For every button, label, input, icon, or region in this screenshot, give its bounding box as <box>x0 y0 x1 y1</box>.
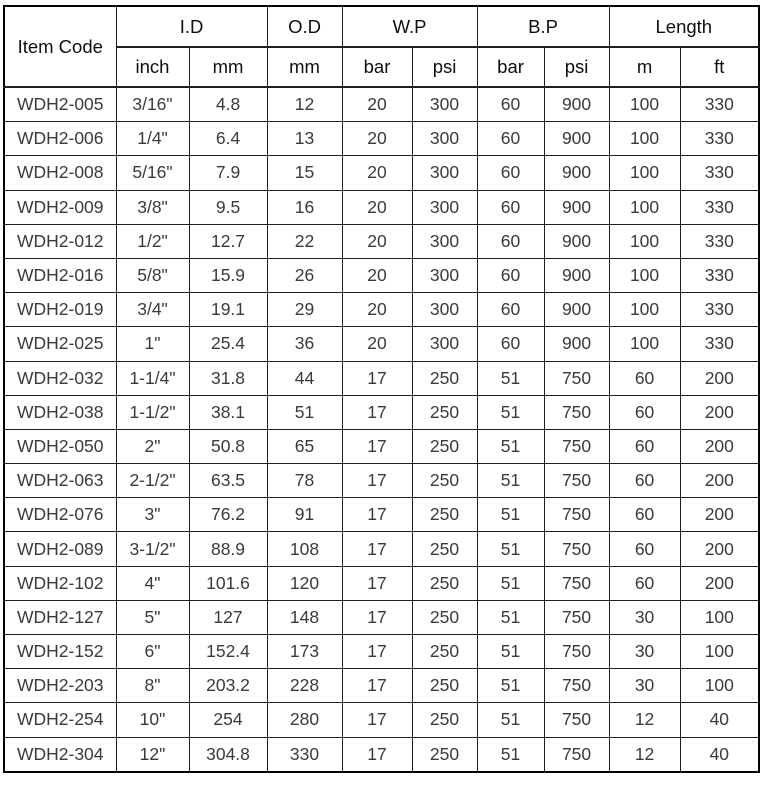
value-cell: 200 <box>680 395 759 429</box>
value-cell: 17 <box>342 635 412 669</box>
value-cell: 15.9 <box>189 258 267 292</box>
value-cell: 300 <box>412 327 477 361</box>
value-cell: 17 <box>342 361 412 395</box>
value-cell: 101.6 <box>189 566 267 600</box>
value-cell: 20 <box>342 224 412 258</box>
value-cell: 8" <box>116 669 189 703</box>
value-cell: 51 <box>477 361 544 395</box>
value-cell: 3" <box>116 498 189 532</box>
table-row <box>4 566 759 600</box>
table-row <box>4 87 759 122</box>
value-cell: 750 <box>544 395 609 429</box>
item-code-cell: WDH2-008 <box>4 156 116 190</box>
table-row <box>4 703 759 737</box>
value-cell: 330 <box>680 156 759 190</box>
value-cell: 300 <box>412 224 477 258</box>
value-cell: 60 <box>477 293 544 327</box>
value-cell: 78 <box>267 464 342 498</box>
value-cell: 51 <box>477 464 544 498</box>
item-code-cell: WDH2-254 <box>4 703 116 737</box>
table-row <box>4 669 759 703</box>
table-row <box>4 600 759 634</box>
value-cell: 100 <box>609 293 680 327</box>
value-cell: 63.5 <box>189 464 267 498</box>
value-cell: 250 <box>412 737 477 772</box>
col-header-wp-bar: bar <box>342 47 412 87</box>
value-cell: 17 <box>342 600 412 634</box>
value-cell: 148 <box>267 600 342 634</box>
value-cell: 900 <box>544 190 609 224</box>
value-cell: 250 <box>412 635 477 669</box>
value-cell: 900 <box>544 87 609 122</box>
value-cell: 16 <box>267 190 342 224</box>
item-code-cell: WDH2-152 <box>4 635 116 669</box>
table-row <box>4 498 759 532</box>
value-cell: 10" <box>116 703 189 737</box>
value-cell: 7.9 <box>189 156 267 190</box>
item-code-cell: WDH2-019 <box>4 293 116 327</box>
table-row <box>4 361 759 395</box>
value-cell: 51 <box>477 600 544 634</box>
value-cell: 200 <box>680 532 759 566</box>
value-cell: 750 <box>544 669 609 703</box>
value-cell: 9.5 <box>189 190 267 224</box>
value-cell: 60 <box>477 122 544 156</box>
value-cell: 250 <box>412 498 477 532</box>
value-cell: 65 <box>267 429 342 463</box>
value-cell: 250 <box>412 566 477 600</box>
value-cell: 51 <box>477 532 544 566</box>
value-cell: 51 <box>477 498 544 532</box>
col-header-bp-psi: psi <box>544 47 609 87</box>
value-cell: 250 <box>412 532 477 566</box>
value-cell: 17 <box>342 464 412 498</box>
col-group-wp: W.P <box>342 6 477 47</box>
table-row <box>4 224 759 258</box>
value-cell: 20 <box>342 87 412 122</box>
value-cell: 12 <box>609 737 680 772</box>
value-cell: 20 <box>342 258 412 292</box>
value-cell: 300 <box>412 87 477 122</box>
item-code-cell: WDH2-009 <box>4 190 116 224</box>
value-cell: 203.2 <box>189 669 267 703</box>
table-row <box>4 429 759 463</box>
value-cell: 17 <box>342 669 412 703</box>
value-cell: 108 <box>267 532 342 566</box>
value-cell: 51 <box>477 635 544 669</box>
value-cell: 60 <box>609 532 680 566</box>
value-cell: 900 <box>544 156 609 190</box>
value-cell: 60 <box>477 190 544 224</box>
value-cell: 750 <box>544 737 609 772</box>
value-cell: 12" <box>116 737 189 772</box>
value-cell: 900 <box>544 122 609 156</box>
value-cell: 51 <box>477 703 544 737</box>
value-cell: 60 <box>609 498 680 532</box>
table-row <box>4 156 759 190</box>
header-units-row <box>4 47 759 87</box>
value-cell: 29 <box>267 293 342 327</box>
value-cell: 19.1 <box>189 293 267 327</box>
value-cell: 127 <box>189 600 267 634</box>
value-cell: 60 <box>609 464 680 498</box>
value-cell: 330 <box>680 293 759 327</box>
value-cell: 51 <box>267 395 342 429</box>
value-cell: 750 <box>544 429 609 463</box>
value-cell: 22 <box>267 224 342 258</box>
value-cell: 330 <box>680 87 759 122</box>
value-cell: 200 <box>680 566 759 600</box>
value-cell: 60 <box>477 156 544 190</box>
value-cell: 330 <box>680 122 759 156</box>
value-cell: 12.7 <box>189 224 267 258</box>
value-cell: 750 <box>544 635 609 669</box>
value-cell: 26 <box>267 258 342 292</box>
value-cell: 250 <box>412 669 477 703</box>
value-cell: 51 <box>477 566 544 600</box>
value-cell: 750 <box>544 532 609 566</box>
value-cell: 17 <box>342 532 412 566</box>
col-header-length-m: m <box>609 47 680 87</box>
value-cell: 250 <box>412 464 477 498</box>
value-cell: 20 <box>342 156 412 190</box>
value-cell: 13 <box>267 122 342 156</box>
col-header-bp-bar: bar <box>477 47 544 87</box>
item-code-cell: WDH2-012 <box>4 224 116 258</box>
value-cell: 300 <box>412 258 477 292</box>
value-cell: 200 <box>680 498 759 532</box>
value-cell: 3-1/2" <box>116 532 189 566</box>
col-header-length-ft: ft <box>680 47 759 87</box>
value-cell: 60 <box>609 361 680 395</box>
value-cell: 60 <box>477 224 544 258</box>
value-cell: 200 <box>680 464 759 498</box>
item-code-cell: WDH2-089 <box>4 532 116 566</box>
value-cell: 40 <box>680 703 759 737</box>
value-cell: 330 <box>680 327 759 361</box>
value-cell: 12 <box>267 87 342 122</box>
value-cell: 38.1 <box>189 395 267 429</box>
value-cell: 36 <box>267 327 342 361</box>
value-cell: 300 <box>412 122 477 156</box>
item-code-cell: WDH2-127 <box>4 600 116 634</box>
value-cell: 6" <box>116 635 189 669</box>
value-cell: 76.2 <box>189 498 267 532</box>
value-cell: 900 <box>544 224 609 258</box>
value-cell: 200 <box>680 361 759 395</box>
value-cell: 6.4 <box>189 122 267 156</box>
value-cell: 300 <box>412 156 477 190</box>
table-row <box>4 737 759 772</box>
item-code-cell: WDH2-025 <box>4 327 116 361</box>
table-row <box>4 532 759 566</box>
value-cell: 100 <box>680 669 759 703</box>
value-cell: 280 <box>267 703 342 737</box>
value-cell: 300 <box>412 190 477 224</box>
value-cell: 60 <box>477 87 544 122</box>
value-cell: 173 <box>267 635 342 669</box>
value-cell: 1-1/2" <box>116 395 189 429</box>
value-cell: 100 <box>609 190 680 224</box>
value-cell: 254 <box>189 703 267 737</box>
value-cell: 51 <box>477 737 544 772</box>
value-cell: 330 <box>680 224 759 258</box>
value-cell: 100 <box>609 156 680 190</box>
value-cell: 88.9 <box>189 532 267 566</box>
value-cell: 17 <box>342 429 412 463</box>
value-cell: 228 <box>267 669 342 703</box>
value-cell: 1/2" <box>116 224 189 258</box>
value-cell: 5" <box>116 600 189 634</box>
col-header-item-code: Item Code <box>4 6 116 87</box>
value-cell: 330 <box>680 190 759 224</box>
value-cell: 4.8 <box>189 87 267 122</box>
value-cell: 100 <box>680 635 759 669</box>
value-cell: 152.4 <box>189 635 267 669</box>
value-cell: 60 <box>609 395 680 429</box>
value-cell: 3/16" <box>116 87 189 122</box>
value-cell: 30 <box>609 600 680 634</box>
value-cell: 304.8 <box>189 737 267 772</box>
value-cell: 100 <box>680 600 759 634</box>
value-cell: 12 <box>609 703 680 737</box>
item-code-cell: WDH2-063 <box>4 464 116 498</box>
value-cell: 17 <box>342 395 412 429</box>
value-cell: 750 <box>544 703 609 737</box>
value-cell: 60 <box>477 258 544 292</box>
value-cell: 250 <box>412 395 477 429</box>
table-row <box>4 464 759 498</box>
value-cell: 1" <box>116 327 189 361</box>
value-cell: 250 <box>412 429 477 463</box>
value-cell: 250 <box>412 703 477 737</box>
value-cell: 3/4" <box>116 293 189 327</box>
col-header-wp-psi: psi <box>412 47 477 87</box>
value-cell: 50.8 <box>189 429 267 463</box>
value-cell: 330 <box>680 258 759 292</box>
value-cell: 300 <box>412 293 477 327</box>
value-cell: 15 <box>267 156 342 190</box>
value-cell: 51 <box>477 669 544 703</box>
value-cell: 17 <box>342 703 412 737</box>
item-code-cell: WDH2-005 <box>4 87 116 122</box>
value-cell: 51 <box>477 395 544 429</box>
table-row <box>4 635 759 669</box>
value-cell: 91 <box>267 498 342 532</box>
value-cell: 30 <box>609 635 680 669</box>
value-cell: 20 <box>342 293 412 327</box>
value-cell: 1-1/4" <box>116 361 189 395</box>
item-code-cell: WDH2-006 <box>4 122 116 156</box>
value-cell: 3/8" <box>116 190 189 224</box>
item-code-cell: WDH2-203 <box>4 669 116 703</box>
table-body <box>4 87 759 772</box>
value-cell: 750 <box>544 498 609 532</box>
table-row <box>4 122 759 156</box>
value-cell: 40 <box>680 737 759 772</box>
value-cell: 250 <box>412 600 477 634</box>
item-code-cell: WDH2-038 <box>4 395 116 429</box>
value-cell: 17 <box>342 737 412 772</box>
value-cell: 60 <box>609 429 680 463</box>
value-cell: 2" <box>116 429 189 463</box>
value-cell: 100 <box>609 258 680 292</box>
value-cell: 100 <box>609 224 680 258</box>
value-cell: 750 <box>544 566 609 600</box>
table-row <box>4 327 759 361</box>
item-code-cell: WDH2-032 <box>4 361 116 395</box>
value-cell: 900 <box>544 293 609 327</box>
hose-spec-table <box>3 5 760 773</box>
value-cell: 60 <box>477 327 544 361</box>
header-group-row <box>4 6 759 47</box>
value-cell: 100 <box>609 87 680 122</box>
value-cell: 17 <box>342 498 412 532</box>
table-row <box>4 190 759 224</box>
value-cell: 5/16" <box>116 156 189 190</box>
item-code-cell: WDH2-050 <box>4 429 116 463</box>
table-row <box>4 258 759 292</box>
value-cell: 20 <box>342 327 412 361</box>
value-cell: 4" <box>116 566 189 600</box>
value-cell: 900 <box>544 258 609 292</box>
col-group-id: I.D <box>116 6 267 47</box>
col-group-od: O.D <box>267 6 342 47</box>
value-cell: 20 <box>342 190 412 224</box>
value-cell: 51 <box>477 429 544 463</box>
item-code-cell: WDH2-016 <box>4 258 116 292</box>
value-cell: 30 <box>609 669 680 703</box>
col-group-bp: B.P <box>477 6 609 47</box>
value-cell: 200 <box>680 429 759 463</box>
value-cell: 750 <box>544 600 609 634</box>
value-cell: 100 <box>609 327 680 361</box>
value-cell: 44 <box>267 361 342 395</box>
col-group-length: Length <box>609 6 759 47</box>
item-code-cell: WDH2-102 <box>4 566 116 600</box>
value-cell: 900 <box>544 327 609 361</box>
table-row <box>4 293 759 327</box>
value-cell: 31.8 <box>189 361 267 395</box>
col-header-id-inch: inch <box>116 47 189 87</box>
col-header-id-mm: mm <box>189 47 267 87</box>
value-cell: 330 <box>267 737 342 772</box>
value-cell: 750 <box>544 464 609 498</box>
value-cell: 2-1/2" <box>116 464 189 498</box>
item-code-cell: WDH2-304 <box>4 737 116 772</box>
value-cell: 750 <box>544 361 609 395</box>
value-cell: 25.4 <box>189 327 267 361</box>
value-cell: 20 <box>342 122 412 156</box>
value-cell: 250 <box>412 361 477 395</box>
value-cell: 100 <box>609 122 680 156</box>
col-header-od-mm: mm <box>267 47 342 87</box>
value-cell: 60 <box>609 566 680 600</box>
item-code-cell: WDH2-076 <box>4 498 116 532</box>
value-cell: 120 <box>267 566 342 600</box>
value-cell: 5/8" <box>116 258 189 292</box>
value-cell: 1/4" <box>116 122 189 156</box>
value-cell: 17 <box>342 566 412 600</box>
table-row <box>4 395 759 429</box>
